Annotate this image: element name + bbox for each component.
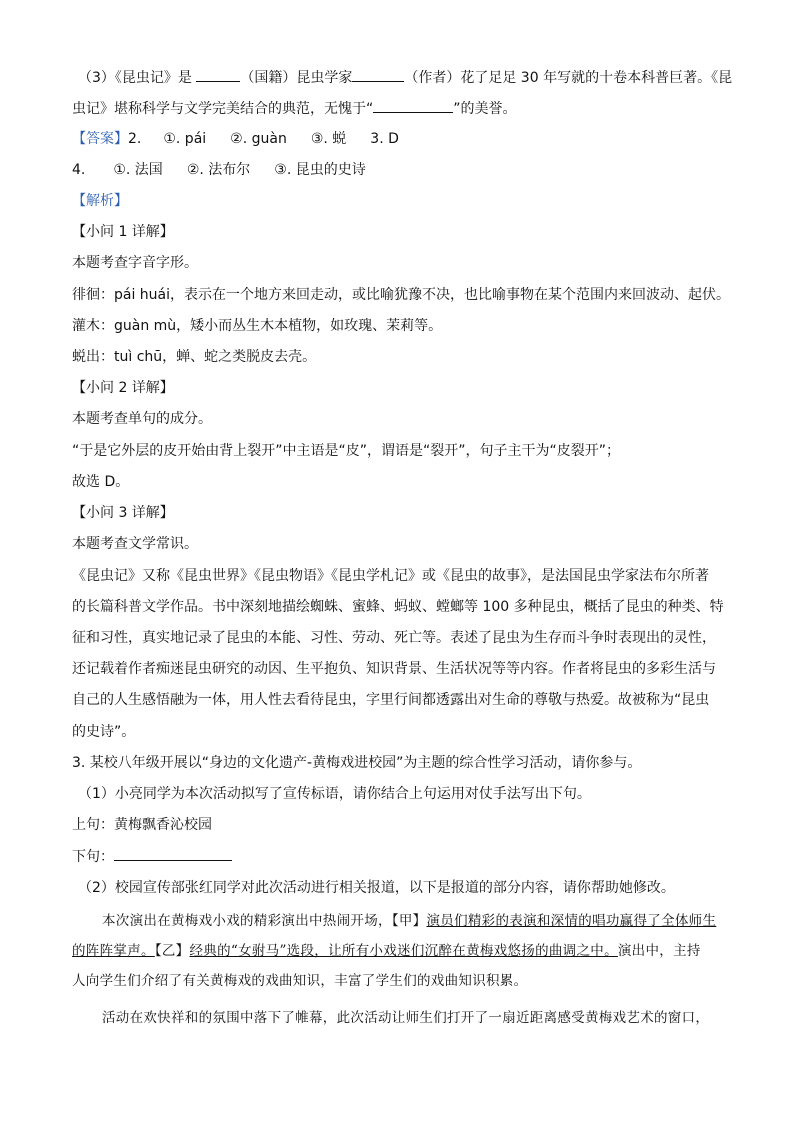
answer-item: ①. 法国 xyxy=(113,162,163,178)
blank-lower-line xyxy=(114,846,232,861)
section-1-intro: 本题考查字音字形。 xyxy=(72,255,198,271)
answer-item: 3. D xyxy=(370,131,399,147)
section-1-line-c: 蜕出：tuì chū，蝉、蛇之类脱皮去壳。 xyxy=(72,349,317,365)
report-text: 本次演出在黄梅戏小戏的精彩演出中热闹开场， xyxy=(102,913,392,929)
section-heading-2: 【小问 2 详解】 xyxy=(72,380,174,396)
underlined-sentence-jia: 演员们精彩的表演和深情的唱功赢得了全体师生 xyxy=(426,913,717,929)
couplet-lower-label: 下句： xyxy=(72,849,114,865)
marker-jia: 【甲】 xyxy=(391,913,427,929)
answer-line-1 xyxy=(72,129,734,149)
report-line-1 xyxy=(102,911,728,931)
q3-text-c: （作者）花了足足 30 年写就的十卷本科普巨著。《昆 xyxy=(404,70,733,86)
report-line-3: 人向学生们介绍了有关黄梅戏的戏曲知识，丰富了学生们的戏曲知识积累。 xyxy=(72,973,528,989)
underlined-sentence-jia-end: 的阵阵掌声。 xyxy=(72,943,155,959)
section-2-intro: 本题考查单句的成分。 xyxy=(72,411,212,427)
q3-line-2 xyxy=(72,98,734,119)
section-2-line-b: 故选 D。 xyxy=(72,474,130,490)
answer-line-2 xyxy=(72,160,734,180)
section-3-paragraph-line: 的史诗”。 xyxy=(72,724,136,740)
section-1-line-a: 徘徊：pái huái，表示在一个地方来回走动，或比喻犹豫不决，也比喻事物在某个范围内来回波动、起伏。 xyxy=(72,287,731,303)
blank-author xyxy=(352,67,404,82)
q3-text-d: 虫记》堪称科学与文学完美结合的典范，无愧于“ xyxy=(72,101,374,117)
q3-text-e: ”的美誉。 xyxy=(453,101,517,117)
section-2-line-a: “于是它外层的皮开始由背上裂开”中主语是“皮”，谓语是“裂开”，句子主干为“皮裂开”； xyxy=(72,443,621,459)
answer-item: ①. pái xyxy=(163,131,207,147)
question-3-title: 3. 某校八年级开展以“身边的文化遗产-黄梅戏进校园”为主题的综合性学习活动，请你参与。 xyxy=(72,755,642,771)
q3-text-a: （3）《昆虫记》是 xyxy=(78,70,197,86)
report-line-2 xyxy=(72,941,728,961)
section-3-paragraph-line: 自己的人生感悟融为一体，用人性去看待昆虫，字里行间都透露出对生命的尊敬与热爱。故被称为“昆虫 xyxy=(72,692,710,708)
blank-reputation xyxy=(373,98,453,113)
section-3-intro: 本题考查文学常识。 xyxy=(72,536,198,552)
underlined-sentence-yi: 经典的“女驸马”选段，让所有小戏迷们沉醉在黄梅戏悠扬的曲调之中。 xyxy=(189,943,618,959)
answer-item: ②. guàn xyxy=(230,131,287,147)
section-3-paragraph-line: 还记载着作者痴迷昆虫研究的动因、生平抱负、知识背景、生活状况等等内容。作者将昆虫的多彩生活与 xyxy=(72,661,716,677)
answer-item: 4. xyxy=(72,162,86,178)
report-text: 演出中，主持 xyxy=(617,943,701,959)
analysis-label: 【解析】 xyxy=(72,193,128,209)
report-line-4: 活动在欢快祥和的氛围中落下了帷幕，此次活动让师生们打开了一扇近距离感受黄梅戏艺术的窗口， xyxy=(102,1010,710,1026)
answer-label: 【答案】 xyxy=(72,131,128,147)
section-3-paragraph-line: 《昆虫记》又称《昆虫世界》《昆虫物语》《昆虫学札记》或《昆虫的故事》，是法国昆虫学家法布尔所著 xyxy=(72,568,709,584)
question-3-sub-2: （2）校园宣传部张红同学对此次活动进行相关报道，以下是报道的部分内容，请你帮助她修改。 xyxy=(78,880,675,896)
section-3-paragraph-line: 征和习性，真实地记录了昆虫的本能、习性、劳动、死亡等。表述了昆虫为生存而斗争时表现出的灵性， xyxy=(72,630,716,646)
answer-item: ③. 昆虫的史诗 xyxy=(274,162,366,178)
blank-nationality xyxy=(196,67,240,82)
marker-yi: 【乙】 xyxy=(154,943,190,959)
couplet-lower-line xyxy=(72,846,734,867)
answer-item: ③. 蜕 xyxy=(310,131,347,147)
section-3-paragraph-line: 的长篇科普文学作品。书中深刻地描绘蜘蛛、蜜蜂、蚂蚁、螳螂等 100 多种昆虫，概括了昆虫的种类、特 xyxy=(72,599,724,615)
section-1-line-b: 灌木：guàn mù，矮小而丛生木本植物，如玫瑰、茉莉等。 xyxy=(72,318,443,334)
q3-line-1 xyxy=(78,67,734,88)
q3-text-b: （国籍）昆虫学家 xyxy=(240,70,353,86)
section-heading-3: 【小问 3 详解】 xyxy=(72,505,174,521)
section-heading-1: 【小问 1 详解】 xyxy=(72,224,174,240)
couplet-upper-line: 上句：黄梅飘香沁校园 xyxy=(72,817,212,833)
question-3-sub-1: （1）小亮同学为本次活动拟写了宣传标语，请你结合上句运用对仗手法写出下句。 xyxy=(78,786,591,802)
answer-item: 2. xyxy=(128,131,142,147)
answer-item: ②. 法布尔 xyxy=(186,162,251,178)
